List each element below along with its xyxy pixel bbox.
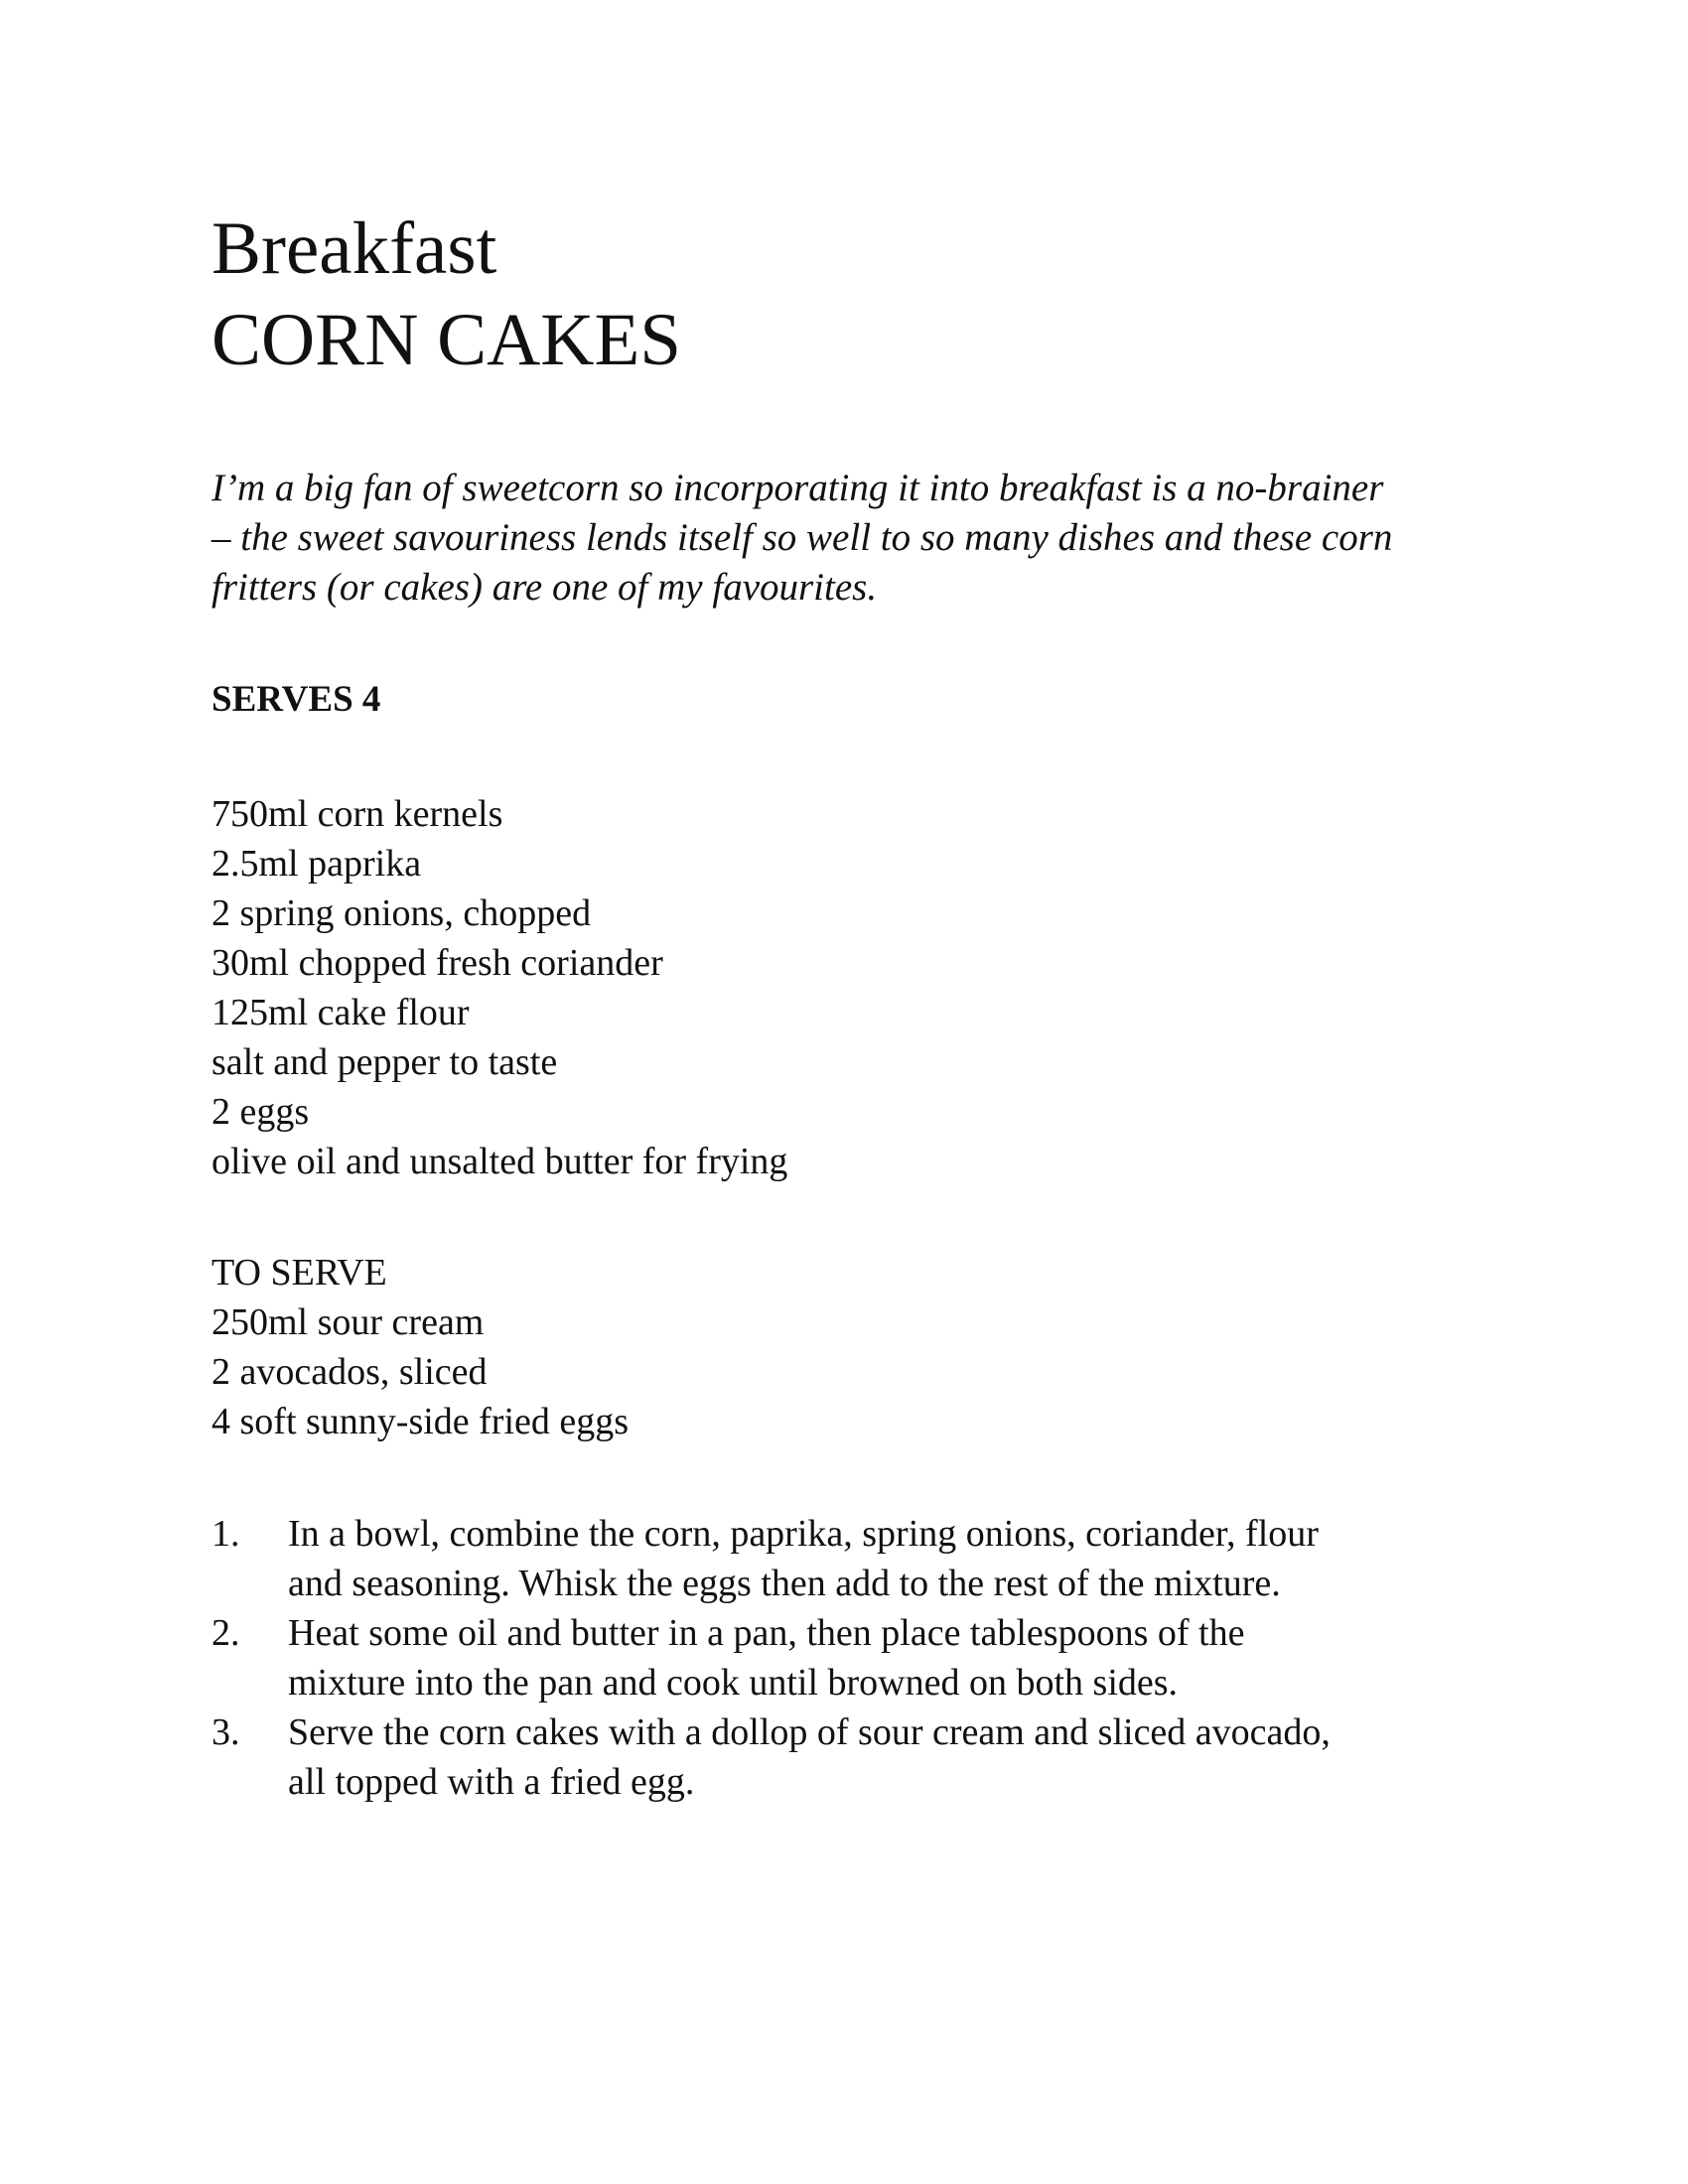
recipe-title <box>211 204 681 386</box>
method-step <box>211 1707 1502 1807</box>
ingredient-item: 2 spring onions, chopped <box>211 892 592 934</box>
intro-line: fritters (or cakes) are one of my favourites. <box>211 566 878 609</box>
step-number: 2. <box>211 1612 240 1654</box>
intro-line: – the sweet savouriness lends itself so well to so many dishes and these corn <box>211 516 1393 559</box>
to-serve-item: 4 soft sunny-side fried eggs <box>211 1401 630 1442</box>
title-dish-name: CORN CAKES <box>211 299 681 381</box>
ingredient-item: 2.5ml paprika <box>211 843 422 885</box>
step-text-line: Heat some oil and butter in a pan, then place tablespoons of the <box>288 1612 1245 1654</box>
step-text-line: all topped with a fried egg. <box>288 1761 695 1803</box>
step-text-line: mixture into the pan and cook until browned on both sides. <box>288 1662 1179 1704</box>
ingredient-item: 2 eggs <box>211 1091 310 1133</box>
ingredients-list <box>211 789 787 1186</box>
title-category: Breakfast <box>211 207 497 290</box>
step-number: 1. <box>211 1513 240 1555</box>
ingredient-item: salt and pepper to taste <box>211 1041 558 1083</box>
step-number: 3. <box>211 1711 240 1753</box>
method-steps <box>211 1509 1502 1807</box>
to-serve-item: 250ml sour cream <box>211 1301 485 1343</box>
ingredient-item: olive oil and unsalted butter for frying <box>211 1141 788 1182</box>
to-serve-item: 2 avocados, sliced <box>211 1351 488 1393</box>
to-serve-heading: TO SERVE <box>211 1252 387 1294</box>
serves-heading: SERVES 4 <box>211 679 381 720</box>
ingredient-item: 750ml corn kernels <box>211 793 503 835</box>
method-step <box>211 1608 1502 1707</box>
ingredient-item: 30ml chopped fresh coriander <box>211 942 663 984</box>
to-serve-list <box>211 1248 629 1446</box>
intro-line: I’m a big fan of sweetcorn so incorporating it into breakfast is a no-brainer <box>211 467 1384 509</box>
ingredient-item: 125ml cake flour <box>211 992 470 1033</box>
step-text-line: In a bowl, combine the corn, paprika, spring onions, coriander, flour <box>288 1513 1319 1555</box>
method-step <box>211 1509 1502 1608</box>
step-text-line: Serve the corn cakes with a dollop of sour cream and sliced avocado, <box>288 1711 1331 1753</box>
recipe-intro <box>211 464 1502 613</box>
step-text-line: and seasoning. Whisk the eggs then add to the rest of the mixture. <box>288 1563 1281 1604</box>
